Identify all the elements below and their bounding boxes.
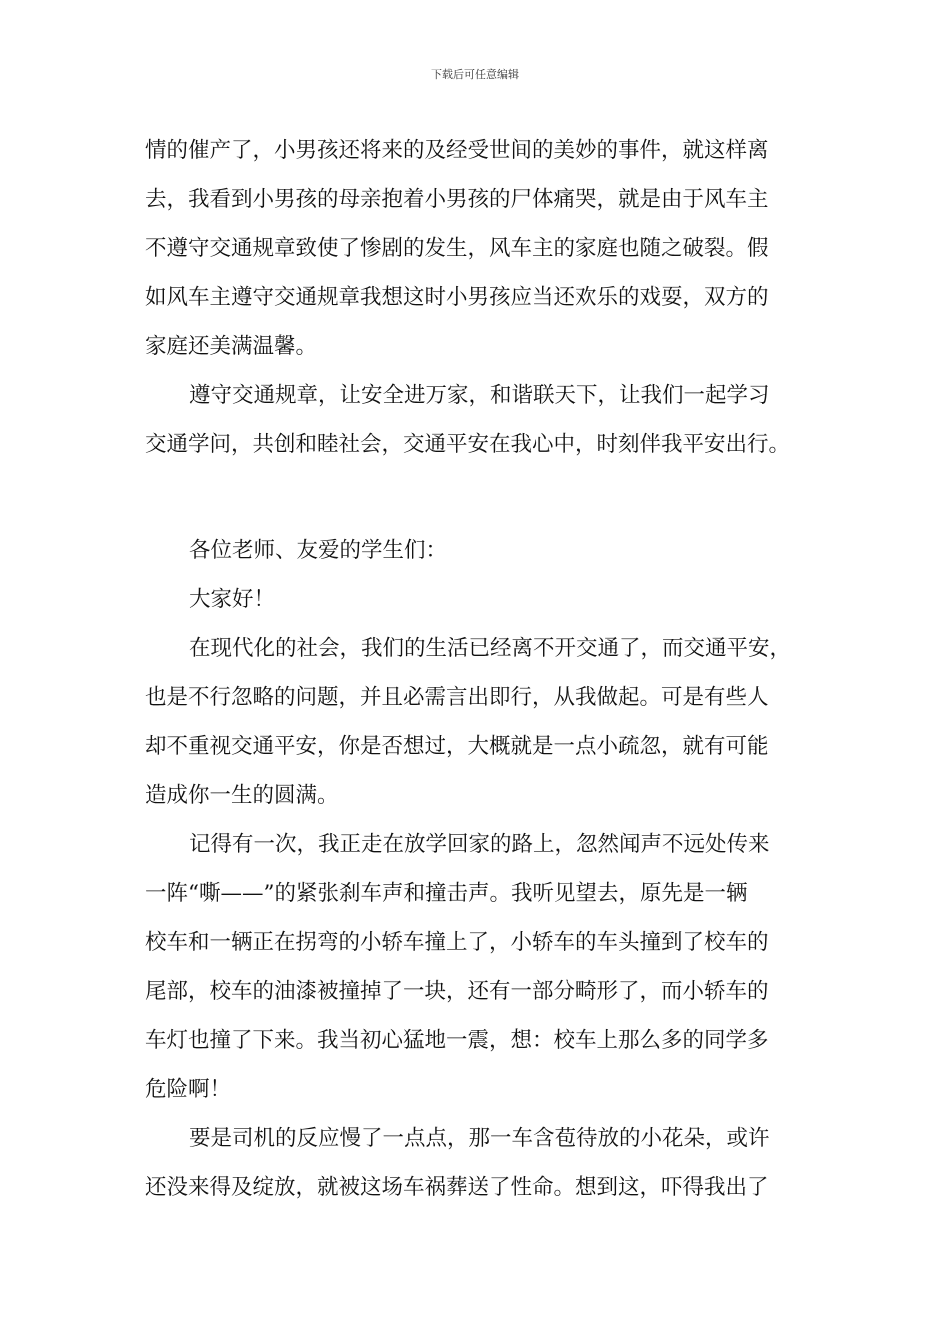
text-line: 却不重视交通平安，你是否想过，大概就是一点小疏忽，就有可能	[145, 734, 769, 759]
text-line: 交通学问，共创和睦社会，交通平安在我心中，时刻伴我平安出行。	[145, 432, 791, 457]
greeting	[145, 575, 813, 624]
text-line: 遵守交通规章，让安全进万家，和谐联天下，让我们一起学习	[189, 383, 770, 408]
paragraph	[145, 371, 813, 469]
text-line: 不遵守交通规章致使了惨剧的发生，风车主的家庭也随之破裂。假	[145, 236, 769, 261]
text-line: 危险啊！	[145, 1077, 232, 1102]
text-line: 情的催产了，小男孩还将来的及经受世间的美妙的事件，就这样离	[145, 138, 769, 163]
salutation	[145, 526, 813, 575]
text-line: 也是不行忽略的问题，并且必需言出即行，从我做起。可是有些人	[145, 685, 769, 710]
text-line: 家庭还美满温馨。	[145, 334, 318, 359]
text-line: 校车和一辆正在拐弯的小轿车撞上了，小轿车的车头撞到了校车的	[145, 930, 769, 955]
text-line: 一阵“嘶——”的紧张刹车声和撞击声。我听见望去，原先是一辆	[145, 881, 748, 906]
text-line: 记得有一次，我正走在放学回家的路上，忽然闻声不远处传来	[189, 832, 770, 857]
text-line: 在现代化的社会，我们的生活已经离不开交通了，而交通平安，	[189, 636, 792, 661]
text-line: 各位老师、友爱的学生们：	[189, 538, 448, 563]
paragraph	[145, 1114, 813, 1212]
paragraph	[145, 126, 813, 371]
document-body	[145, 126, 813, 1212]
text-line: 大家好！	[189, 587, 276, 612]
text-line: 还没来得及绽放，就被这场车祸葬送了性命。想到这，吓得我出了	[145, 1175, 769, 1200]
text-line: 要是司机的反应慢了一点点，那一车含苞待放的小花朵，或许	[189, 1126, 770, 1151]
paragraph	[145, 820, 813, 1114]
text-line: 去，我看到小男孩的母亲抱着小男孩的尸体痛哭，就是由于风车主	[145, 187, 769, 212]
paragraph	[145, 624, 813, 820]
section-gap	[145, 469, 813, 526]
text-line: 如风车主遵守交通规章我想这时小男孩应当还欢乐的戏耍，双方的	[145, 285, 769, 310]
text-line: 尾部，校车的油漆被撞掉了一块，还有一部分畸形了，而小轿车的	[145, 979, 769, 1004]
page-header: 下载后可任意编辑	[431, 68, 519, 81]
text-line: 造成你一生的圆满。	[145, 783, 339, 808]
text-line: 车灯也撞了下来。我当初心猛地一震，想：校车上那么多的同学多	[145, 1028, 769, 1053]
